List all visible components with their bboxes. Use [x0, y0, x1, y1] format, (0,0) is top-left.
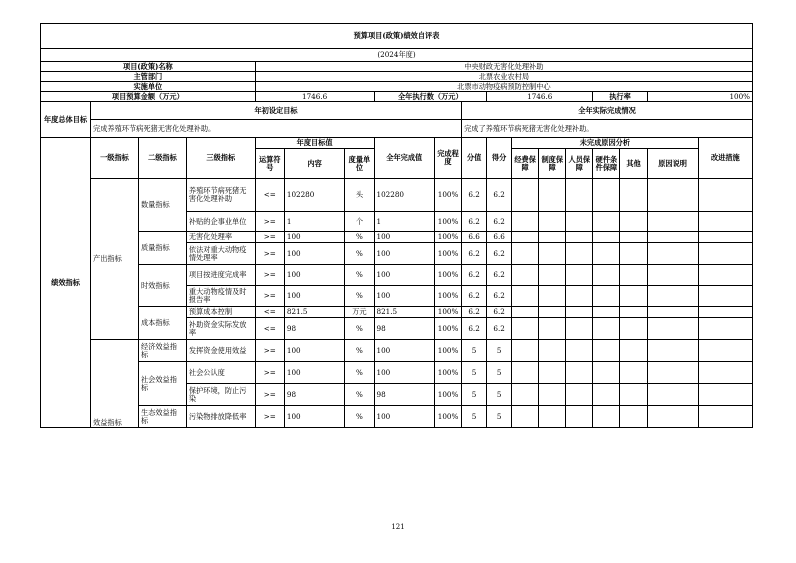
- indicator-name: 发挥资金使用效益: [186, 340, 255, 362]
- indicator-name: 预算成本控制: [186, 307, 255, 318]
- indicator-op: <=: [255, 318, 284, 340]
- score-header: 分值: [462, 138, 487, 179]
- target-value-header: 年度目标值: [255, 138, 374, 149]
- indicator-degree: 100%: [434, 179, 461, 212]
- indicator-content: 98: [284, 384, 344, 406]
- indicator-op: <=: [255, 179, 284, 212]
- group-benefit: 效益指标: [91, 340, 139, 428]
- indicator-content: 100: [284, 362, 344, 384]
- indicator-op: >=: [255, 265, 284, 286]
- reason-other-header: 其他: [620, 149, 647, 179]
- indicator-op: >=: [255, 340, 284, 362]
- content-header: 内容: [284, 149, 344, 179]
- project-name-value: 中央财政无害化处理补助: [255, 62, 752, 72]
- group-output: 产出指标: [91, 179, 139, 340]
- indicator-score: 5: [462, 384, 487, 406]
- indicator-degree: 100%: [434, 384, 461, 406]
- indicator-score: 5: [462, 340, 487, 362]
- indicator-got: 5: [487, 384, 512, 406]
- initial-goal-text: 完成养殖环节病死猪无害化处理补助。: [91, 120, 462, 138]
- page-number: 121: [391, 523, 405, 531]
- group-quantity: 数量指标: [138, 179, 186, 232]
- indicator-unit: %: [345, 318, 374, 340]
- indicator-actual: 100: [374, 362, 434, 384]
- indicator-op: >=: [255, 406, 284, 428]
- budget-value: 1746.6: [255, 92, 374, 102]
- indicator-score: 5: [462, 362, 487, 384]
- indicator-op: <=: [255, 307, 284, 318]
- page-title: 预算项目(政策)绩效自评表: [41, 24, 753, 49]
- group-cost: 成本指标: [138, 307, 186, 340]
- indicator-content: 102280: [284, 179, 344, 212]
- indicator-actual: 102280: [374, 179, 434, 212]
- indicator-unit: %: [345, 243, 374, 265]
- indicator-name: 重大动物疫情及时报告率: [186, 286, 255, 307]
- indicator-op: >=: [255, 286, 284, 307]
- indicator-score: 6.2: [462, 179, 487, 212]
- indicator-degree: 100%: [434, 265, 461, 286]
- indicator-content: 100: [284, 232, 344, 243]
- indicator-unit: %: [345, 384, 374, 406]
- indicator-degree: 100%: [434, 232, 461, 243]
- indicator-name: 保护环境，防止污染: [186, 384, 255, 406]
- reason-system-header: 制度保障: [539, 149, 566, 179]
- indicator-got: 5: [487, 362, 512, 384]
- indicator-name: 依法对重大动物疫情处理率: [186, 243, 255, 265]
- indicator-name: 项目按进度完成率: [186, 265, 255, 286]
- indicator-unit: 头: [345, 179, 374, 212]
- report-year: (2024年度): [41, 49, 753, 62]
- indicator-actual: 100: [374, 286, 434, 307]
- indicator-degree: 100%: [434, 212, 461, 232]
- group-quality: 质量指标: [138, 232, 186, 265]
- indicator-got: 6.2: [487, 307, 512, 318]
- indicator-score: 6.2: [462, 243, 487, 265]
- indicator-content: 100: [284, 340, 344, 362]
- dept-label: 主管部门: [41, 72, 256, 82]
- indicator-op: >=: [255, 362, 284, 384]
- indicator-score: 6.2: [462, 318, 487, 340]
- level1-header: 一级指标: [91, 138, 139, 179]
- indicator-score: 6.2: [462, 212, 487, 232]
- indicator-got: 5: [487, 340, 512, 362]
- rate-value: 100%: [647, 92, 752, 102]
- indicator-degree: 100%: [434, 286, 461, 307]
- level2-header: 二级指标: [138, 138, 186, 179]
- actual-goal-text: 完成了养殖环节病死猪无害化处理补助。: [462, 120, 753, 138]
- indicator-name: 补助资金实际发放率: [186, 318, 255, 340]
- indicator-degree: 100%: [434, 406, 461, 428]
- perf-indicator-label: 绩效指标: [41, 138, 91, 428]
- group-time: 时效指标: [138, 265, 186, 307]
- indicator-got: 6.2: [487, 212, 512, 232]
- group-social: 社会效益指标: [138, 362, 186, 406]
- dept-value: 北票农业农村局: [255, 72, 752, 82]
- indicator-actual: 100: [374, 265, 434, 286]
- indicator-op: >=: [255, 212, 284, 232]
- indicator-actual: 100: [374, 232, 434, 243]
- op-header: 运算符号: [255, 149, 284, 179]
- indicator-actual: 100: [374, 340, 434, 362]
- reason-hardware-header: 硬件条件保障: [593, 149, 620, 179]
- indicator-got: 6.2: [487, 243, 512, 265]
- reason-group-header: 未完成原因分析: [512, 138, 699, 149]
- actual-goal-header: 全年实际完成情况: [462, 102, 753, 120]
- unit-value: 北票市动物疫病预防控制中心: [255, 82, 752, 92]
- indicator-unit: %: [345, 265, 374, 286]
- unit-header: 度量单位: [345, 149, 374, 179]
- indicator-actual: 98: [374, 384, 434, 406]
- degree-header: 完成程度: [434, 138, 461, 179]
- indicator-score: 5: [462, 406, 487, 428]
- indicator-op: >=: [255, 232, 284, 243]
- reason-staff-header: 人员保障: [566, 149, 593, 179]
- indicator-actual: 1: [374, 212, 434, 232]
- indicator-unit: 个: [345, 212, 374, 232]
- indicator-actual: 98: [374, 318, 434, 340]
- indicator-unit: %: [345, 286, 374, 307]
- indicator-content: 1: [284, 212, 344, 232]
- indicator-name: 补贴的企事业单位: [186, 212, 255, 232]
- indicator-name: 污染物排放降低率: [186, 406, 255, 428]
- level3-header: 三级指标: [186, 138, 255, 179]
- indicator-unit: 万元: [345, 307, 374, 318]
- reason-fund-header: 经费保障: [512, 149, 539, 179]
- indicator-degree: 100%: [434, 340, 461, 362]
- group-eco: 生态效益指标: [138, 406, 186, 428]
- indicator-name: 社会公认度: [186, 362, 255, 384]
- indicator-content: 100: [284, 286, 344, 307]
- indicator-content: 100: [284, 406, 344, 428]
- exec-label: 全年执行数（万元）: [374, 92, 487, 102]
- indicator-content: 98: [284, 318, 344, 340]
- indicator-unit: %: [345, 406, 374, 428]
- indicator-content: 821.5: [284, 307, 344, 318]
- indicator-content: 100: [284, 265, 344, 286]
- indicator-got: 6.2: [487, 265, 512, 286]
- improve-header: 改进措施: [698, 138, 752, 179]
- indicator-got: 6.2: [487, 179, 512, 212]
- indicator-degree: 100%: [434, 318, 461, 340]
- indicator-actual: 100: [374, 406, 434, 428]
- indicator-unit: %: [345, 362, 374, 384]
- indicator-degree: 100%: [434, 362, 461, 384]
- indicator-name: 养殖环节病死猪无害化处理补助: [186, 179, 255, 212]
- indicator-name: 无害化处理率: [186, 232, 255, 243]
- project-name-label: 项目(政策)名称: [41, 62, 256, 72]
- indicator-score: 6.2: [462, 307, 487, 318]
- indicator-got: 6.2: [487, 286, 512, 307]
- indicator-actual: 821.5: [374, 307, 434, 318]
- indicator-score: 6.2: [462, 265, 487, 286]
- exec-value: 1746.6: [487, 92, 593, 102]
- indicator-unit: %: [345, 340, 374, 362]
- indicator-score: 6.6: [462, 232, 487, 243]
- indicator-got: 5: [487, 406, 512, 428]
- indicator-op: >=: [255, 243, 284, 265]
- indicator-actual: 100: [374, 243, 434, 265]
- group-economic: 经济效益指标: [138, 340, 186, 362]
- actual-header: 全年完成值: [374, 138, 434, 179]
- indicator-got: 6.6: [487, 232, 512, 243]
- indicator-degree: 100%: [434, 243, 461, 265]
- indicator-got: 6.2: [487, 318, 512, 340]
- indicator-content: 100: [284, 243, 344, 265]
- unit-label: 实施单位: [41, 82, 256, 92]
- rate-label: 执行率: [593, 92, 647, 102]
- evaluation-sheet: [40, 23, 753, 428]
- indicator-unit: %: [345, 232, 374, 243]
- goal-label: 年度总体目标: [41, 102, 91, 138]
- got-header: 得分: [487, 138, 512, 179]
- initial-goal-header: 年初设定目标: [91, 102, 462, 120]
- indicator-op: >=: [255, 384, 284, 406]
- evaluation-table: [40, 23, 753, 428]
- reason-note-header: 原因说明: [647, 149, 698, 179]
- budget-label: 项目预算金额（万元）: [41, 92, 256, 102]
- indicator-degree: 100%: [434, 307, 461, 318]
- indicator-score: 6.2: [462, 286, 487, 307]
